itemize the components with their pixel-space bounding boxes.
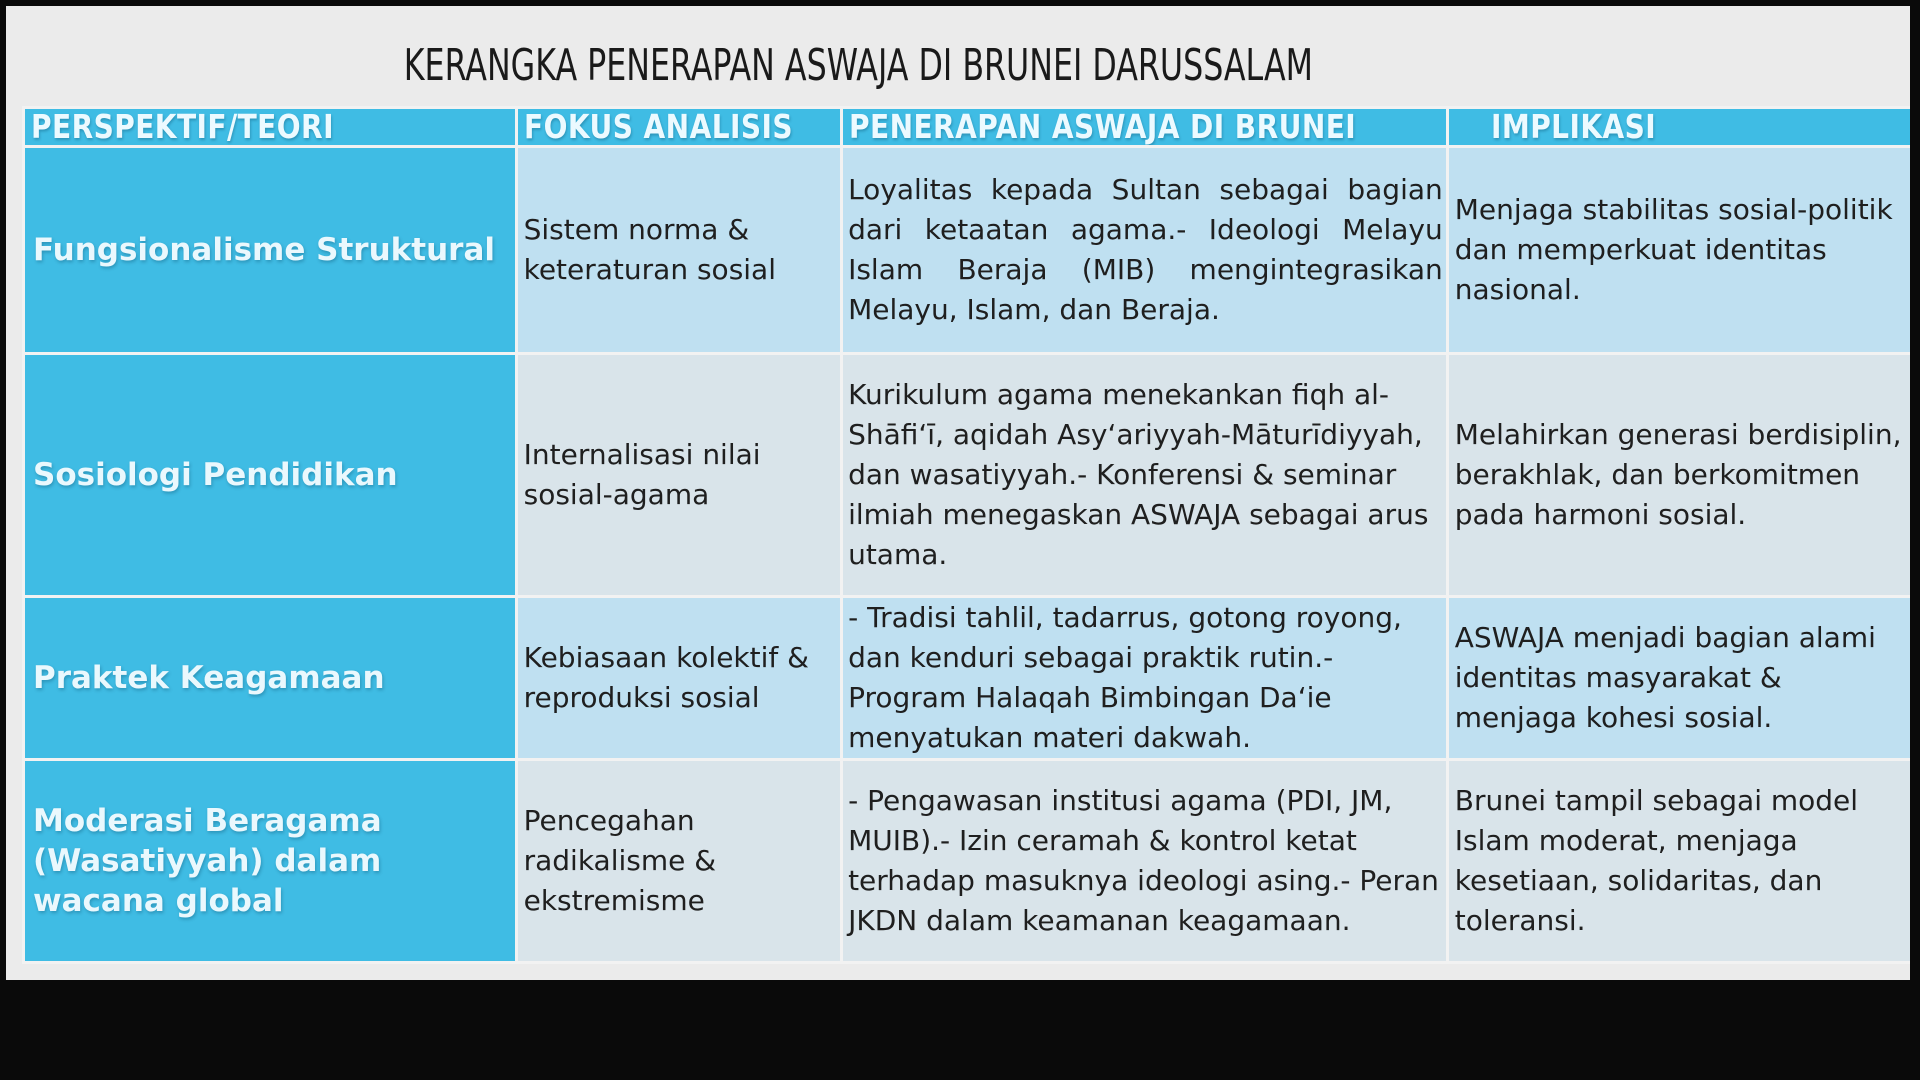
cell-implikasi: ASWAJA menjadi bagian alami identitas masyarakat & menjaga kohesi sosial. xyxy=(1449,598,1917,758)
cell-implikasi: Melahirkan generasi berdisiplin, berakhlak, dan berkomitmen pada harmoni sosial. xyxy=(1449,355,1917,595)
cell-perspektif: Sosiologi Pendidikan xyxy=(25,355,515,595)
cell-perspektif: Praktek Keagamaan xyxy=(25,598,515,758)
cell-perspektif: Moderasi Beragama (Wasatiyyah) dalam wacana global xyxy=(25,761,515,961)
cell-perspektif: Fungsionalisme Struktural xyxy=(25,148,515,352)
header-label-penerapan: PENERAPAN ASWAJA DI BRUNEI xyxy=(849,109,1357,145)
cell-penerapan-aswaja: - Tradisi tahlil, tadarrus, gotong royong, dan kenduri sebagai praktik rutin.- Program Halaqah Bimbingan Da‘ie menyatukan materi dakwah. xyxy=(843,598,1446,758)
slide-title-text: KERANGKA PENERAPAN ASWAJA DI BRUNEI DARUSSALAM xyxy=(403,40,1313,91)
header-label-fokus: FOKUS ANALISIS xyxy=(523,109,793,145)
cell-implikasi: Menjaga stabilitas sosial-politik dan memperkuat identitas nasional. xyxy=(1449,148,1917,352)
table-row-fungsionalisme xyxy=(25,148,1917,352)
header-label-implikasi: IMPLIKASI xyxy=(1490,109,1656,145)
slide-title xyxy=(0,40,1716,91)
cell-fokus-analisis: Internalisasi nilai sosial-agama xyxy=(518,355,840,595)
table-row-sosiologi xyxy=(25,355,1917,595)
aswaja-framework-table xyxy=(22,106,1920,964)
header-cell-implikasi xyxy=(1449,109,1917,145)
cell-implikasi: Brunei tampil sebagai model Islam moderat, menjaga kesetiaan, solidaritas, dan toleransi. xyxy=(1449,761,1917,961)
letterbox-bottom-bar xyxy=(0,980,1920,1080)
cell-penerapan-aswaja: Loyalitas kepada Sultan sebagai bagian dari ketaatan agama.- Ideologi Melayu Islam Beraja (MIB) mengintegrasikan Melayu, Islam, dan Beraja. xyxy=(843,148,1446,352)
letterbox-top-edge xyxy=(0,0,1920,6)
header-label-perspektif: PERSPEKTIF/TEORI xyxy=(31,109,334,145)
cell-penerapan-aswaja: - Pengawasan institusi agama (PDI, JM, MUIB).- Izin ceramah & kontrol ketat terhadap masuknya ideologi asing.- Peran JKDN dalam keamanan keagamaan. xyxy=(843,761,1446,961)
letterbox-left-edge xyxy=(0,0,6,1080)
cell-fokus-analisis: Pencegahan radikalisme & ekstremisme xyxy=(518,761,840,961)
cell-penerapan-aswaja: Kurikulum agama menekankan fiqh al-Shāfi‘ī, aqidah Asy‘ariyyah-Māturīdiyyah, dan wasatiyyah.- Konferensi & seminar ilmiah menegaskan ASWAJA sebagai arus utama. xyxy=(843,355,1446,595)
header-cell-penerapan xyxy=(843,109,1446,145)
cell-fokus-analisis: Kebiasaan kolektif & reproduksi sosial xyxy=(518,598,840,758)
table-header-row xyxy=(25,109,1917,145)
header-cell-perspektif xyxy=(25,109,515,145)
letterbox-right-edge xyxy=(1910,0,1920,1080)
table-row-moderasi xyxy=(25,761,1917,961)
header-cell-fokus xyxy=(518,109,840,145)
table-row-praktek xyxy=(25,598,1917,758)
cell-fokus-analisis: Sistem norma & keteraturan sosial xyxy=(518,148,840,352)
